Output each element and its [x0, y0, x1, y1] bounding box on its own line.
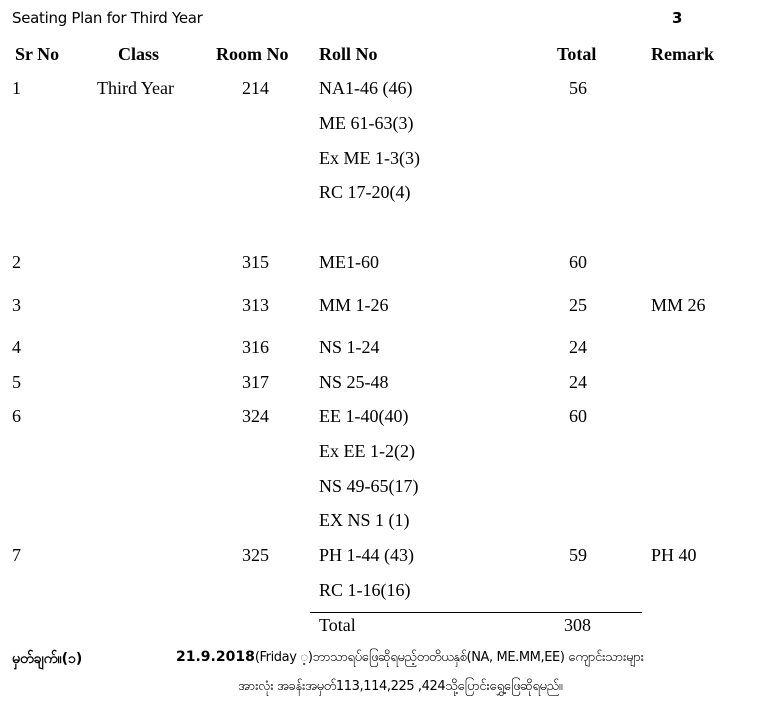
row6-roll-1: EE 1-40(40) — [319, 406, 409, 426]
note-text-1: (Friday ့)ဘာသာရပ်ဖြေဆိုရမည့်တတိယနှစ်(NA, ME.MM,EE) ကျောင်းသားများ — [254, 650, 644, 665]
col-header-room-no: Room No — [216, 44, 289, 64]
total-rule — [310, 612, 642, 613]
note-line-1 — [176, 649, 766, 668]
row6-roll-3: NS 49-65(17) — [319, 476, 419, 496]
row7-room: 325 — [242, 545, 269, 565]
col-header-class: Class — [118, 44, 160, 64]
row6-roll-4: EX NS 1 (1) — [319, 510, 410, 530]
note-date: 21.9.2018 — [176, 649, 255, 665]
row5-sr: 5 — [12, 372, 21, 392]
row6-total: 60 — [569, 406, 587, 426]
row4-roll-1: NS 1-24 — [319, 337, 380, 357]
row7-sr: 7 — [12, 545, 21, 565]
row7-total: 59 — [569, 545, 587, 565]
total-value: 308 — [564, 615, 591, 635]
total-label: Total — [319, 615, 356, 635]
row3-sr: 3 — [12, 295, 21, 315]
row6-roll-2: Ex EE 1-2(2) — [319, 441, 415, 461]
row5-total: 24 — [569, 372, 587, 392]
row1-room: 214 — [242, 78, 269, 98]
col-header-sr-no: Sr No — [15, 44, 60, 64]
row2-sr: 2 — [12, 252, 21, 272]
row1-roll-4: RC 17-20(4) — [319, 182, 411, 202]
row6-sr: 6 — [12, 406, 21, 426]
row4-total: 24 — [569, 337, 587, 357]
col-header-remark: Remark — [651, 44, 714, 64]
row3-roll-1: MM 1-26 — [319, 295, 389, 315]
page-number: 3 — [672, 9, 683, 27]
row1-roll-3: Ex ME 1-3(3) — [319, 148, 420, 168]
row7-roll-1: PH 1-44 (43) — [319, 545, 414, 565]
row7-roll-2: RC 1-16(16) — [319, 580, 411, 600]
row1-sr: 1 — [12, 78, 21, 98]
col-header-total: Total — [557, 44, 597, 64]
note-label: မှတ်ချက်။(၁) — [12, 651, 83, 667]
row3-room: 313 — [242, 295, 269, 315]
col-header-roll-no: Roll No — [319, 44, 378, 64]
row1-total: 56 — [569, 78, 587, 98]
row1-roll-2: ME 61-63(3) — [319, 113, 414, 133]
row2-roll-1: ME1-60 — [319, 252, 379, 272]
row7-remark: PH 40 — [651, 545, 697, 565]
row6-room: 324 — [242, 406, 269, 426]
row5-roll-1: NS 25-48 — [319, 372, 389, 392]
row2-room: 315 — [242, 252, 269, 272]
note-line-2: အားလုံး အခန်းအမှတ်113,114,225 ,424သို့ပြောင်းရွှေ့ဖြေဆိုရမည်။ — [238, 679, 563, 694]
row3-remark: MM 26 — [651, 295, 706, 315]
row1-class: Third Year — [97, 78, 174, 98]
row4-sr: 4 — [12, 337, 21, 357]
row4-room: 316 — [242, 337, 269, 357]
row3-total: 25 — [569, 295, 587, 315]
document-title: Seating Plan for Third Year — [12, 9, 203, 27]
row2-total: 60 — [569, 252, 587, 272]
row1-roll-1: NA1-46 (46) — [319, 78, 413, 98]
row5-room: 317 — [242, 372, 269, 392]
